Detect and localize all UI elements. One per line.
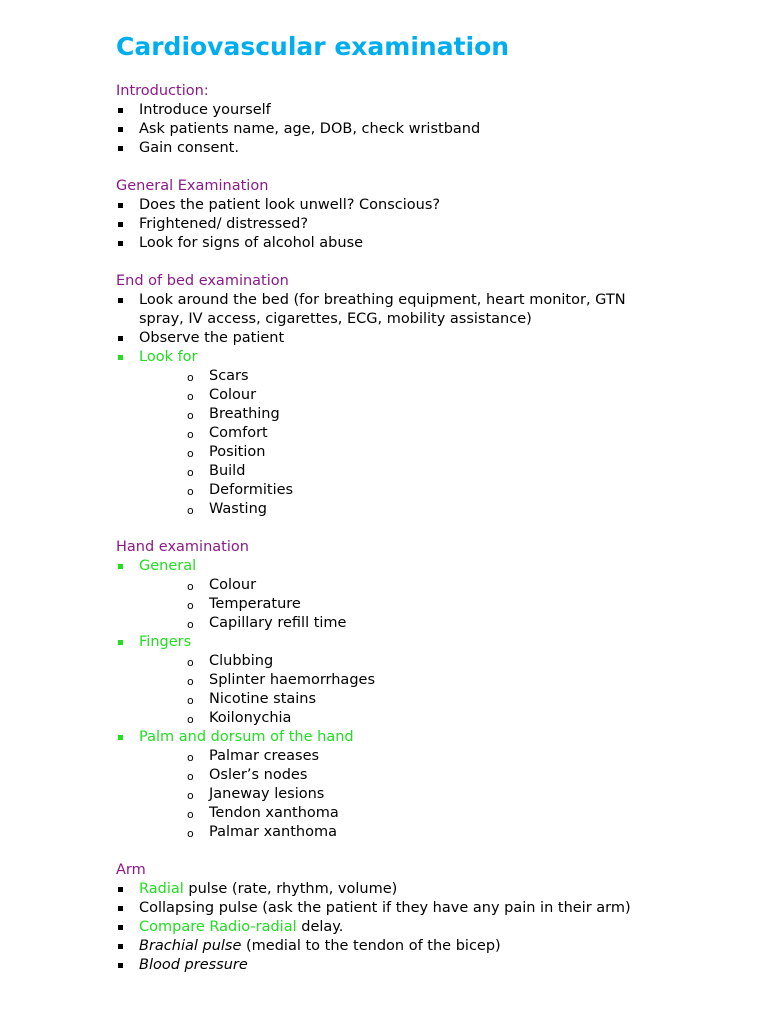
sub-list-item: o Position (116, 443, 676, 462)
section-heading: Arm (116, 862, 146, 878)
section-arm (116, 861, 676, 975)
sub-list-item: o Osler’s nodes (116, 766, 676, 785)
bullet-list (116, 728, 676, 747)
sub-list-item: o Temperature (116, 595, 676, 614)
list-item: Frightened/ distressed? (116, 215, 676, 234)
list-item: Look for signs of alcohol abuse (116, 234, 676, 253)
sub-list-item: o Deformities (116, 481, 676, 500)
sub-list-item: o Colour (116, 386, 676, 405)
item-text: (medial to the tendon of the bicep) (241, 938, 501, 954)
sub-bullet-list (116, 747, 676, 842)
sub-list-item: o Palmar creases (116, 747, 676, 766)
section-heading: Hand examination (116, 539, 249, 555)
sub-list-item: o Janeway lesions (116, 785, 676, 804)
list-item: Introduce yourself (116, 101, 676, 120)
list-item-look-for: Look for (116, 348, 676, 367)
highlight-text: Compare Radio-radial (139, 919, 297, 935)
section-heading: Introduction: (116, 83, 209, 99)
bullet-list (116, 196, 676, 253)
list-item-compare (116, 918, 676, 937)
sub-list-item: o Colour (116, 576, 676, 595)
list-item-fingers: Fingers (116, 633, 676, 652)
sub-list-item: o Breathing (116, 405, 676, 424)
list-item-bp (116, 956, 676, 975)
list-item-brachial (116, 937, 676, 956)
italic-text: Blood pressure (139, 957, 248, 973)
list-item-radial (116, 880, 676, 899)
list-item-palm: Palm and dorsum of the hand (116, 728, 676, 747)
list-item: Gain consent. (116, 139, 676, 158)
list-item-collapsing: Collapsing pulse (ask the patient if they have any pain in their arm) (116, 899, 639, 918)
sub-list-item: o Capillary refill time (116, 614, 676, 633)
sub-bullet-list (116, 652, 676, 728)
list-item: Observe the patient (116, 329, 676, 348)
section-hand-examination (116, 538, 676, 842)
sub-list-item: o Koilonychia (116, 709, 676, 728)
section-introduction (116, 82, 676, 158)
section-heading: End of bed examination (116, 273, 289, 289)
sub-bullet-list (116, 576, 676, 633)
sub-list-item: o Build (116, 462, 676, 481)
sub-list-item: o Scars (116, 367, 676, 386)
bullet-list (116, 880, 676, 975)
italic-text: Brachial pulse (139, 938, 242, 954)
sub-list-item: o Palmar xanthoma (116, 823, 676, 842)
sub-list-item: o Comfort (116, 424, 676, 443)
sub-list-item: o Nicotine stains (116, 690, 676, 709)
sub-list-item: o Clubbing (116, 652, 676, 671)
sub-list-item: o Splinter haemorrhages (116, 671, 676, 690)
sub-list-item: o Tendon xanthoma (116, 804, 676, 823)
page-title: Cardiovascular examination (116, 32, 510, 61)
section-heading: General Examination (116, 178, 269, 194)
sub-bullet-list (116, 367, 676, 519)
list-item-general: General (116, 557, 676, 576)
highlight-text: Radial (139, 881, 184, 897)
section-end-of-bed (116, 272, 676, 519)
item-text: delay. (296, 919, 344, 935)
item-text: pulse (rate, rhythm, volume) (183, 881, 398, 897)
list-item: Does the patient look unwell? Conscious? (116, 196, 676, 215)
bullet-list (116, 557, 676, 576)
bullet-list (116, 101, 676, 158)
bullet-list (116, 633, 676, 652)
list-item: Look around the bed (for breathing equipment, heart monitor, GTN spray, IV access, cigarettes, ECG, mobility assistance) (116, 291, 639, 329)
sub-list-item: o Wasting (116, 500, 676, 519)
list-item: Ask patients name, age, DOB, check wristband (116, 120, 676, 139)
section-general-examination (116, 177, 676, 253)
bullet-list (116, 291, 676, 367)
